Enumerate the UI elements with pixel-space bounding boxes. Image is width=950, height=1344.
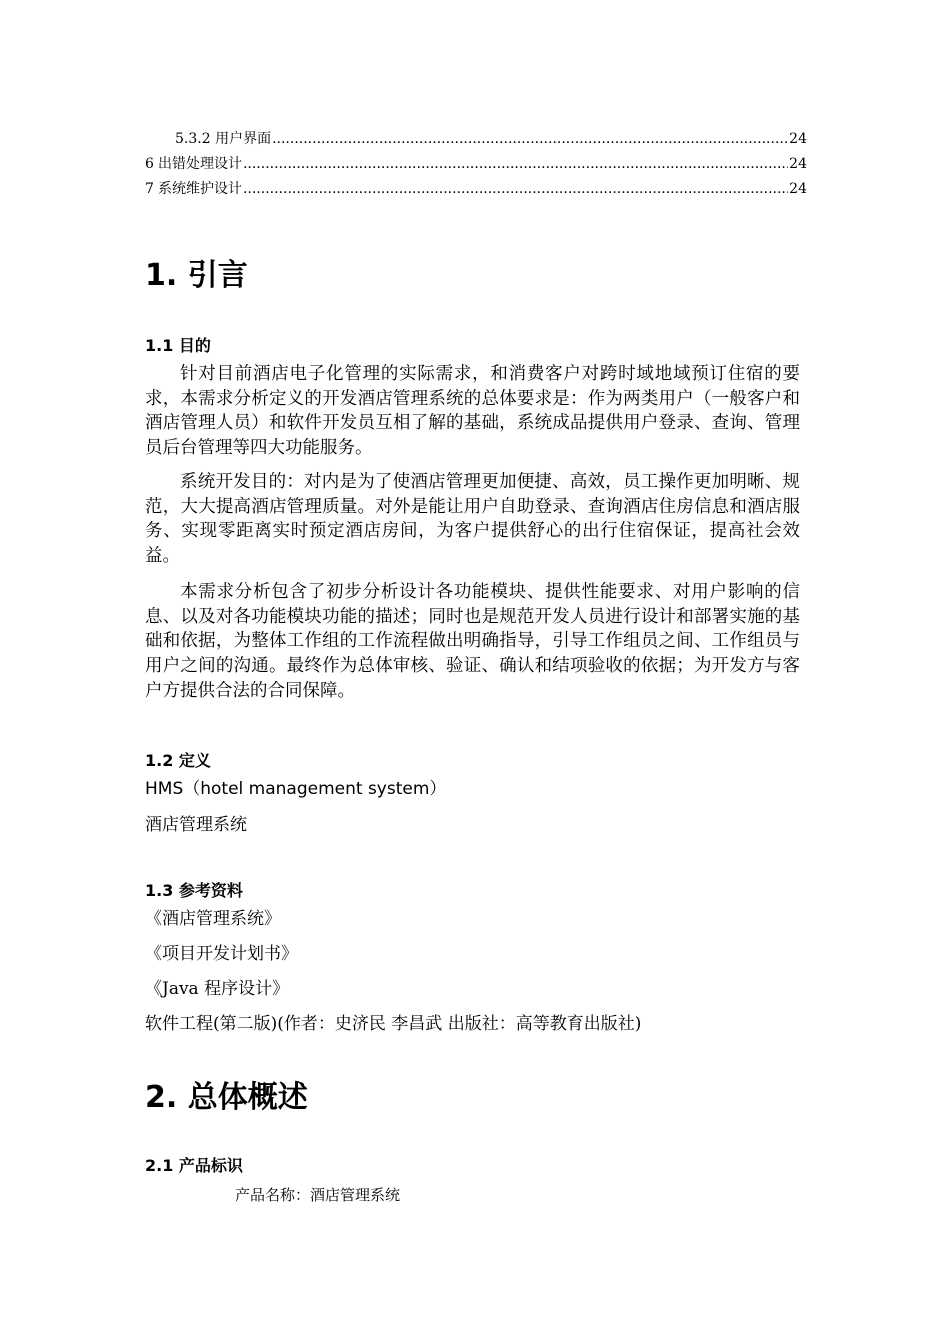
toc-entry[interactable] (145, 152, 807, 177)
toc-entry-page: 24 (789, 156, 807, 172)
subsection-heading-purpose: 1.1 目的 (145, 336, 211, 355)
subsection-heading-references: 1.3 参考资料 (145, 881, 243, 900)
toc-leader-dots (243, 177, 788, 202)
definition-line: 酒店管理系统 (145, 815, 247, 835)
toc-leader-dots (272, 127, 788, 152)
subsection-heading-product-id: 2.1 产品标识 (145, 1156, 243, 1175)
paragraph: 系统开发目的：对内是为了使酒店管理更加便捷、高效，员工操作更加明晰、规范，大大提高酒店管理质量。对外是能让用户自助登录、查询酒店住房信息和酒店服务、实现零距离实时预定酒店房间，为客户提供舒心的出行住宿保证，提高社会效益。 (145, 472, 800, 567)
paragraph: 针对目前酒店电子化管理的实际需求，和消费客户对跨时域地域预订住宿的要求，本需求分析定义的开发酒店管理系统的总体要求是：作为两类用户（一般客户和酒店管理人员）和软件开发员互相了解的基础，系统成品提供用户登录、查询、管理员后台管理等四大功能服务。 (145, 364, 800, 459)
toc-entry[interactable] (145, 127, 807, 152)
section-heading-introduction: 1. 引言 (145, 258, 248, 293)
toc-entry-page: 24 (789, 131, 807, 147)
section-heading-overview: 2. 总体概述 (145, 1080, 308, 1115)
toc-entry-number: 6 (145, 156, 154, 172)
toc-entry-title: 出错处理设计 (157, 156, 242, 172)
definition-line: HMS（hotel management system） (145, 779, 447, 799)
reference-item: 《Java 程序设计》 (145, 979, 290, 999)
reference-item: 软件工程(第二版)(作者：史济民 李昌武 出版社：高等教育出版社) (145, 1014, 642, 1034)
toc-entry[interactable] (145, 177, 807, 202)
toc-entry-number: 7 (145, 181, 154, 197)
toc-leader-dots (243, 152, 788, 177)
reference-item: 《酒店管理系统》 (145, 909, 281, 929)
paragraph: 本需求分析包含了初步分析设计各功能模块、提供性能要求、对用户影响的信息、以及对各功能模块功能的描述；同时也是规范开发人员进行设计和部署实施的基础和依据，为整体工作组的工作流程做出明确指导，引导工作组员之间、工作组员与用户之间的沟通。最终作为总体审核、验证、确认和结项验收的依据；为开发方与客户方提供合法的合同保障。 (145, 582, 800, 701)
toc-entry-page: 24 (789, 181, 807, 197)
table-of-contents (145, 127, 807, 202)
reference-item: 《项目开发计划书》 (145, 944, 298, 964)
subsection-heading-definition: 1.2 定义 (145, 751, 211, 770)
product-name-line: 产品名称：酒店管理系统 (235, 1186, 401, 1204)
toc-entry-title: 5.3.2 用户界面 (175, 131, 272, 147)
toc-entry-title: 系统维护设计 (157, 181, 242, 197)
